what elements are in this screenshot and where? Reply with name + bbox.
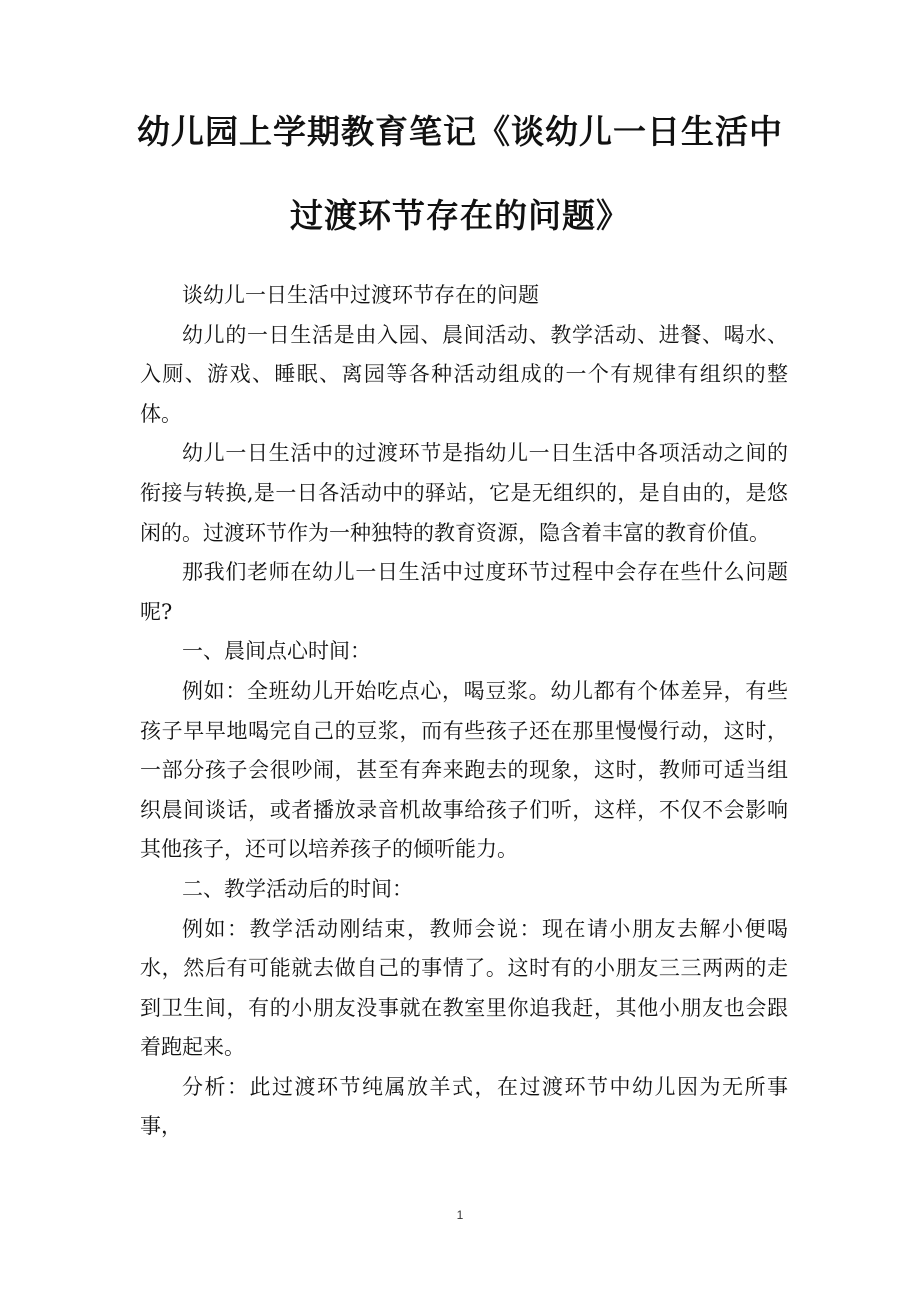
paragraph-definition: 幼儿一日生活中的过渡环节是指幼儿一日生活中各项活动之间的衔接与转换,是一日各活动中的驿站，它是无组织的，是自由的，是悠闲的。过渡环节作为一种独特的教育资源，隐含着丰富的教育价值。 <box>140 441 788 545</box>
paragraph-question: 那我们老师在幼儿一日生活中过度环节过程中会存在些什么问题呢? <box>140 560 788 624</box>
document-title-line-1: 幼儿园上学期教育笔记《谈幼儿一日生活中 <box>137 112 783 151</box>
paragraph-intro: 幼儿的一日生活是由入园、晨间活动、教学活动、进餐、喝水、入厕、游戏、睡眠、离园等各种活动组成的一个有规律有组织的整体。 <box>140 322 788 426</box>
paragraph-subtitle: 谈幼儿一日生活中过渡环节存在的问题 <box>182 283 539 307</box>
section-heading-2: 二、教学活动后的时间： <box>182 876 413 901</box>
section-heading-1: 一、晨间点心时间： <box>182 639 371 664</box>
document-body <box>140 276 788 1147</box>
document-title-line-2: 过渡环节存在的问题》 <box>290 196 630 235</box>
page-number: 1 <box>456 1208 464 1222</box>
paragraph-analysis: 分析：此过渡环节纯属放羊式，在过渡环节中幼儿因为无所事事， <box>140 1074 788 1139</box>
paragraph-example-1: 例如：全班幼儿开始吃点心，喝豆浆。幼儿都有个体差异，有些孩子早早地喝完自己的豆浆，而有些孩子还在那里慢慢行动，这时，一部分孩子会很吵闹，甚至有奔来跑去的现象，这时，教师可适当组织晨间谈话，或者播放录音机故事给孩子们听，这样，不仅不会影响其他孩子，还可以培养孩子的倾听能力。 <box>140 678 788 862</box>
paragraph-example-2: 例如：教学活动刚结束，教师会说：现在请小朋友去解小便喝水，然后有可能就去做自己的事情了。这时有的小朋友三三两两的走到卫生间，有的小朋友没事就在教室里你追我赶，其他小朋友也会跟着跑起来。 <box>140 916 788 1060</box>
